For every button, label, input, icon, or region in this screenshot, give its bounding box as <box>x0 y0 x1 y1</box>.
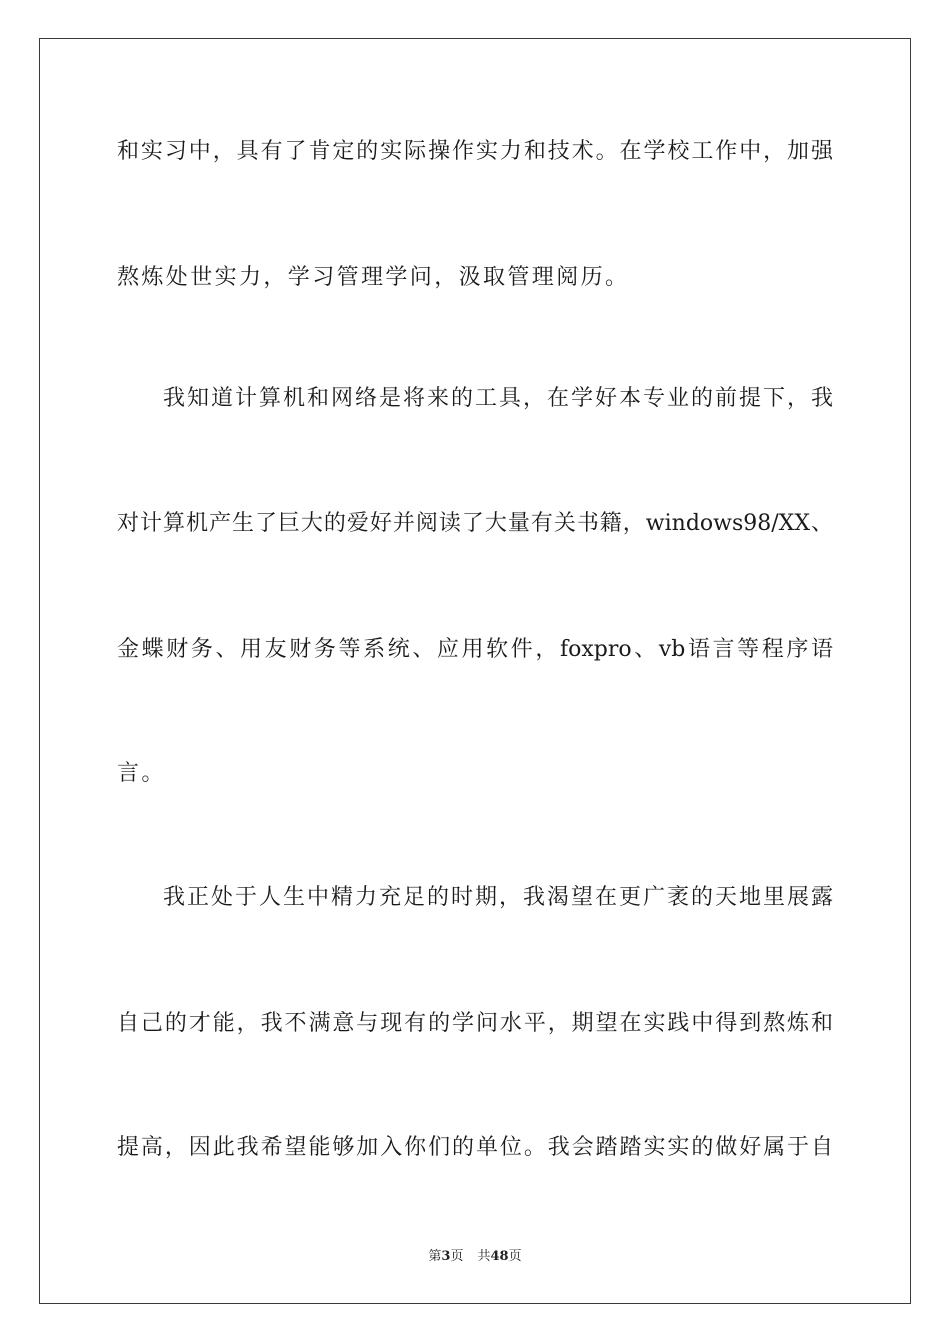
page-suffix: 页 <box>450 1249 464 1264</box>
page-border <box>39 38 911 1304</box>
text-line-8: 自己的才能，我不满意与现有的学问水平，期望在实践中得到熬炼和 <box>117 1011 833 1036</box>
text-line-7: 我正处于人生中精力充足的时期，我渴望在更广袤的天地里展露 <box>163 885 833 910</box>
text-line-3: 我知道计算机和网络是将来的工具，在学好本专业的前提下，我 <box>163 386 833 411</box>
total-pages: 48 <box>490 1249 509 1264</box>
text-line-6: 言。 <box>117 761 166 786</box>
text-line-5: 金蝶财务、用友财务等系统、应用软件，foxpro、vb语言等程序语 <box>117 637 833 662</box>
page-footer <box>0 1248 950 1266</box>
total-prefix: 共 <box>477 1249 491 1264</box>
text-line-1: 和实习中，具有了肯定的实际操作实力和技术。在学校工作中，加强 <box>117 139 833 164</box>
text-line-4: 对计算机产生了巨大的爱好并阅读了大量有关书籍，windows98/XX、 <box>117 511 833 536</box>
page-number: 3 <box>441 1249 451 1264</box>
total-suffix: 页 <box>508 1249 522 1264</box>
page-prefix: 第 <box>428 1249 442 1264</box>
text-line-2: 熬炼处世实力，学习管理学问，汲取管理阅历。 <box>117 265 630 290</box>
text-line-9: 提高，因此我希望能够加入你们的单位。我会踏踏实实的做好属于自 <box>117 1135 833 1160</box>
